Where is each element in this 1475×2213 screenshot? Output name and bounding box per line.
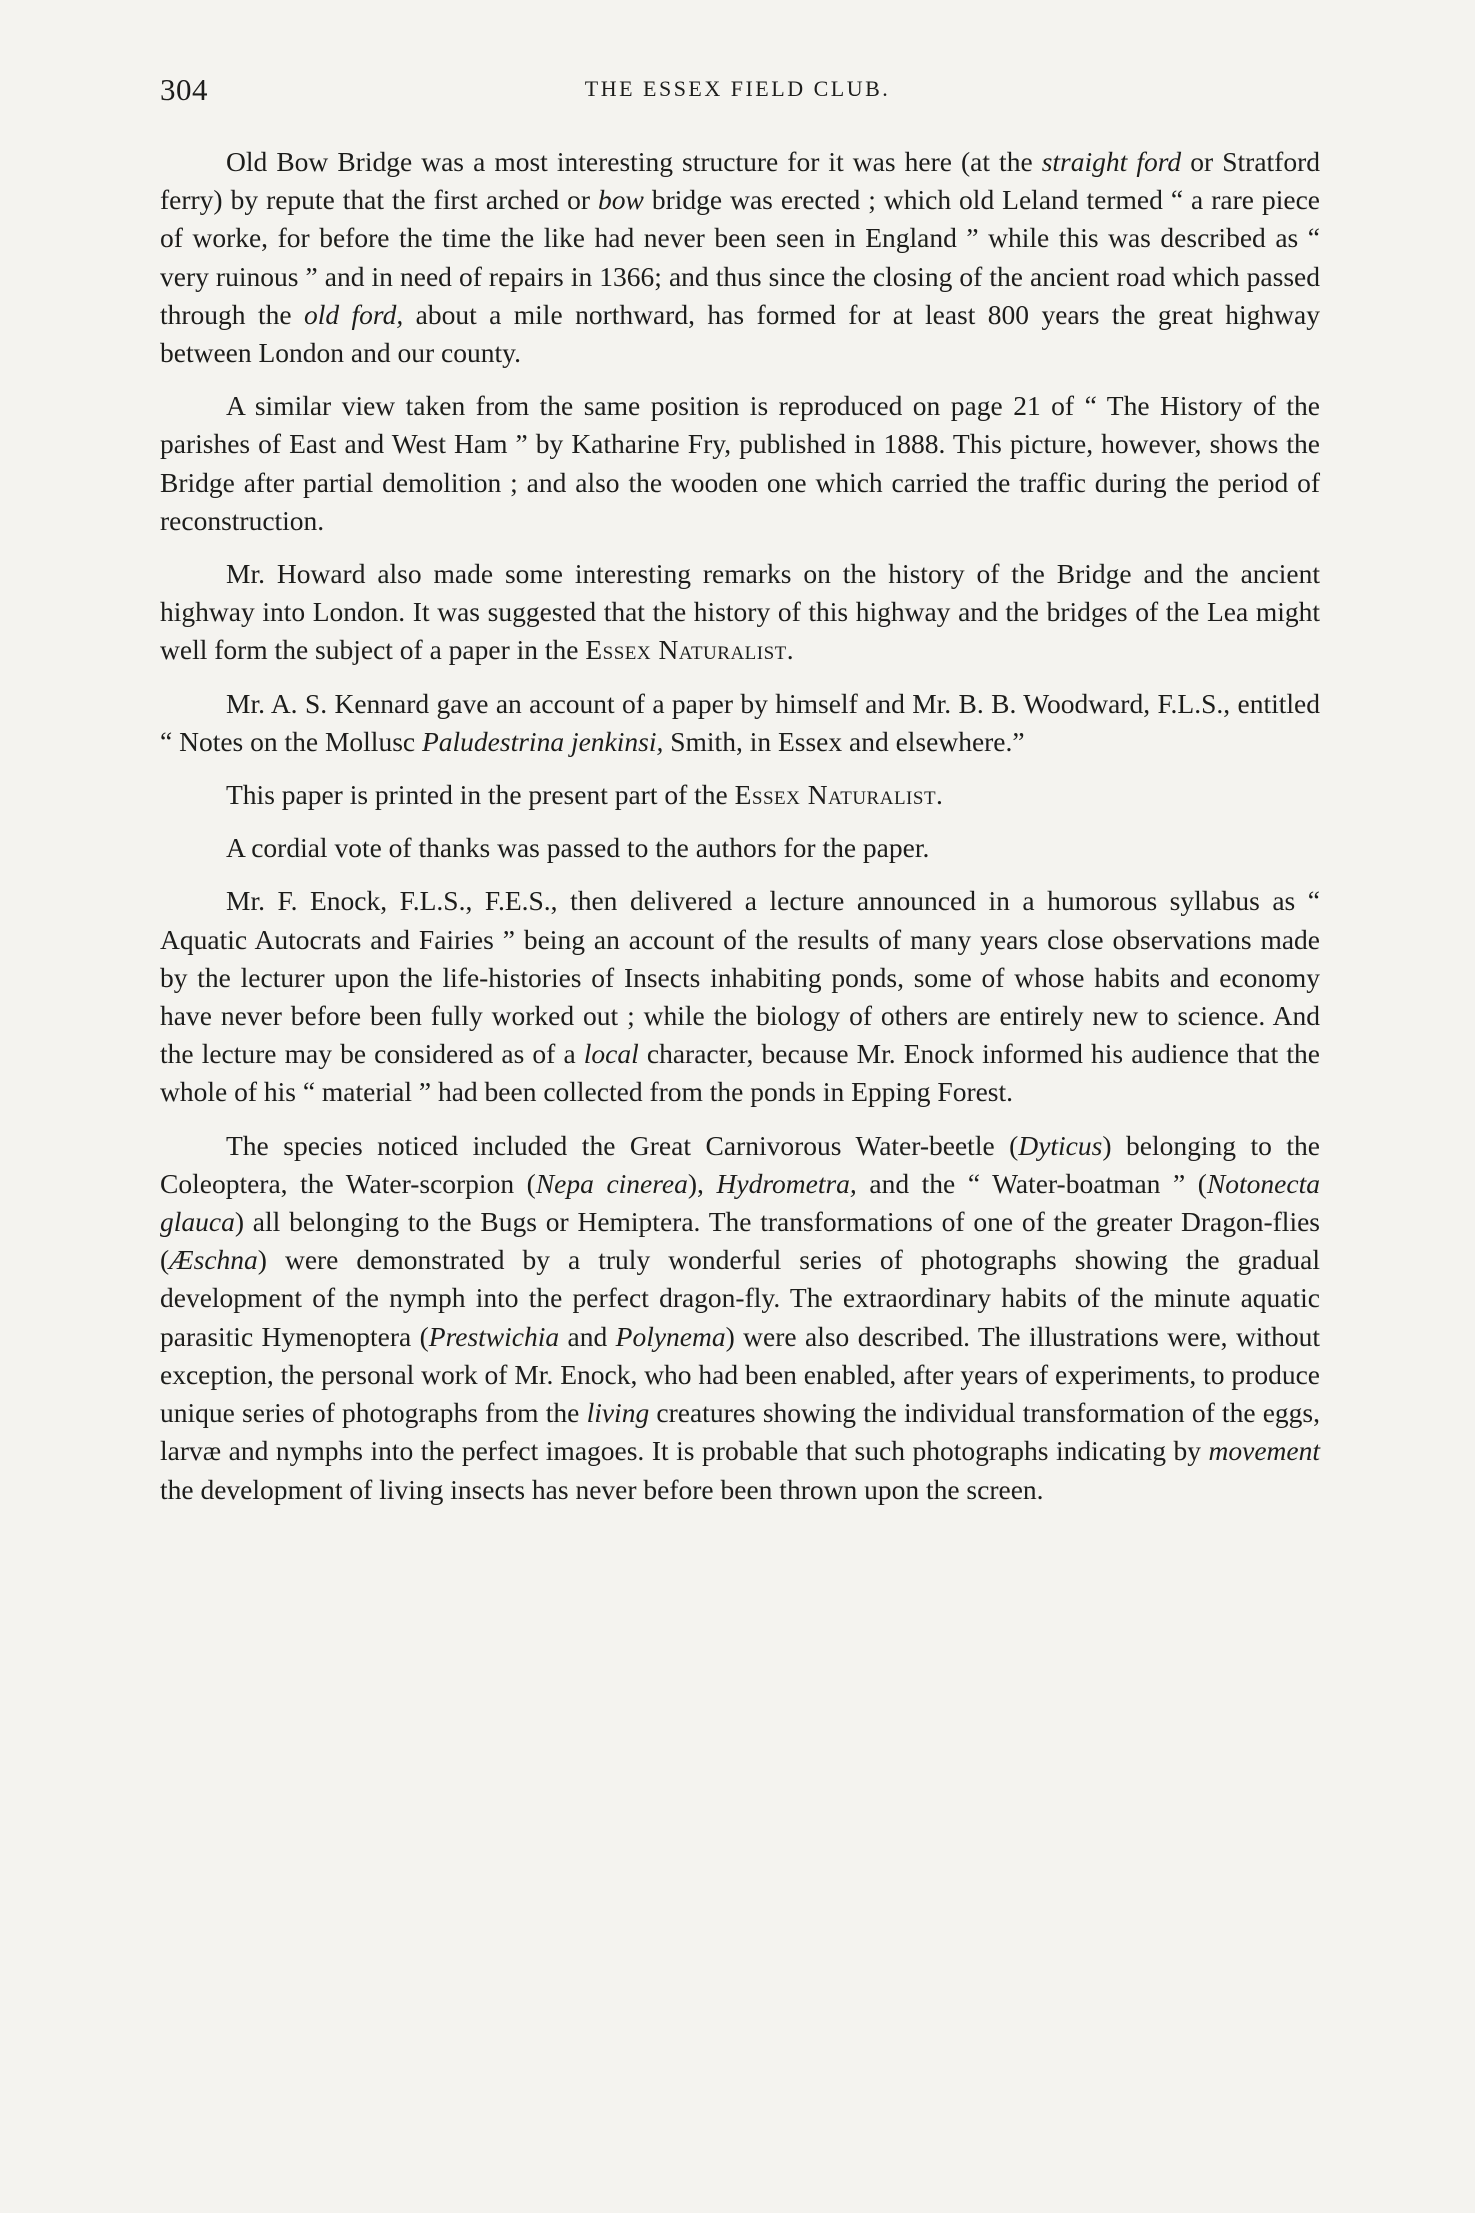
italic-run: movement xyxy=(1208,1435,1320,1467)
italic-run: Polynema xyxy=(615,1320,726,1352)
text-run: creatures showing the individual transformation of the eggs, larvæ and nymphs into the perfect imagoes. It is probable that such photographs indicating by xyxy=(160,1397,1320,1467)
running-head: THE ESSEX FIELD CLUB. xyxy=(584,76,891,101)
paragraph-printed-note xyxy=(160,776,1320,814)
text-run: character, because Mr. Enock informed his audience that the whole of his “ material ” had been collected from the ponds in Epping Forest. xyxy=(160,1038,1320,1108)
italic-run: Dyticus xyxy=(1018,1129,1103,1161)
text-run: Mr. F. Enock, F.L.S., F.E.S., then delivered a lecture announced in a humorous syllabus as “ Aquatic Autocrats and Fairies ” being an account of the results of many years close observations made by the lecturer upon the life-histories of Insects inhabiting ponds, some of whose habits and economy have never before been fully worked out ; while the biology of others are entirely new to science. And the lecture may be considered as of a xyxy=(160,885,1320,1070)
italic-run: Hydrometra, xyxy=(716,1167,857,1199)
text-run: . xyxy=(786,634,794,666)
text-run: A similar view taken from the same position is reproduced on page 21 of “ The History of the parishes of East and West Ham ” by Katharine Fry, published in 1888. This picture, however, shows the Bridge after partial demolition ; and also the wooden one which carried the traffic during the period of reconstruction. xyxy=(160,390,1320,536)
body-text xyxy=(160,143,1320,1524)
italic-run: Prestwichia xyxy=(428,1320,560,1352)
paragraph-vote-of-thanks xyxy=(160,829,1320,867)
text-run: bridge was erected ; which old Leland termed “ a rare piece of worke, for before the time the like had never been seen in England ” while this was described as “ very ruinous ” and in need of repairs in 1366; and thus since the closing of the ancient road which passed through the xyxy=(160,184,1320,330)
text-run: The species noticed included the Great Carnivorous Water-beetle ( xyxy=(226,1129,1019,1161)
italic-run: local xyxy=(583,1038,639,1070)
text-run: or Stratford ferry) by repute that the first arched or xyxy=(160,146,1320,216)
italic-run: living xyxy=(586,1397,650,1429)
italic-run: Paludestrina jenkinsi, xyxy=(421,725,664,757)
text-run: ), xyxy=(687,1167,717,1199)
italic-run: old ford, xyxy=(303,298,404,330)
page-number: 304 xyxy=(160,72,208,107)
text-run: Mr. A. S. Kennard gave an account of a paper by himself and Mr. B. B. Woodward, F.L.S., entitled “ Notes on the Mollusc xyxy=(160,687,1320,757)
italic-run: straight ford xyxy=(1041,146,1182,177)
small-caps-run: Essex Naturalist xyxy=(734,779,937,811)
small-caps-run: Essex Naturalist xyxy=(585,634,787,666)
paragraph-similar-view xyxy=(160,387,1320,540)
text-run: Old Bow Bridge was a most interesting structure for it was here (at the xyxy=(226,146,1042,177)
text-run: and the “ Water-boatman ” ( xyxy=(856,1167,1207,1199)
paragraph-old-bow-bridge xyxy=(160,143,1320,372)
text-run: ) were demonstrated by a truly wonderful series of photographs showing the gradual development of the nymph into the perfect dragon-fly. The extraordinary habits of the minute aquatic parasitic Hymenoptera ( xyxy=(160,1244,1320,1352)
text-run: ) belonging to the Coleoptera, the Water-scorpion ( xyxy=(160,1129,1320,1199)
text-run: This paper is printed in the present part of the xyxy=(226,779,735,811)
text-run: Mr. Howard also made some interesting remarks on the history of the Bridge and the ancient highway into London. It was suggested that the history of this highway and the bridges of the Lea might well form the subject of a paper in the xyxy=(160,558,1320,666)
italic-run: Notonecta glauca xyxy=(160,1167,1320,1238)
text-run: A cordial vote of thanks was passed to the authors for the paper. xyxy=(226,832,930,864)
text-run: and xyxy=(559,1320,616,1352)
text-run: ) all belonging to the Bugs or Hemiptera. The transformations of one of the greater Dragon-flies ( xyxy=(160,1206,1320,1276)
paragraph-kennard-paper xyxy=(160,685,1320,761)
italic-run: Æschna xyxy=(169,1244,258,1276)
paragraph-enock-lecture xyxy=(160,882,1320,1111)
paragraph-howard-remarks xyxy=(160,555,1320,670)
text-run: Smith, in Essex and elsewhere.” xyxy=(663,725,1025,757)
page-header xyxy=(150,72,1325,112)
italic-run: bow xyxy=(598,184,644,216)
text-run: ) were also described. The illustrations were, without exception, the personal work of Mr. Enock, who had been enabled, after years of experiments, to produce unique series of photographs from the xyxy=(160,1320,1320,1429)
paragraph-species-noticed xyxy=(160,1127,1320,1509)
text-run: . xyxy=(936,779,943,811)
italic-run: Nepa cinerea xyxy=(535,1167,688,1199)
text-run: the development of living insects has never before been thrown upon the screen. xyxy=(160,1473,1044,1505)
text-run: about a mile northward, has formed for at least 800 years the great highway between London and our county. xyxy=(160,298,1320,369)
